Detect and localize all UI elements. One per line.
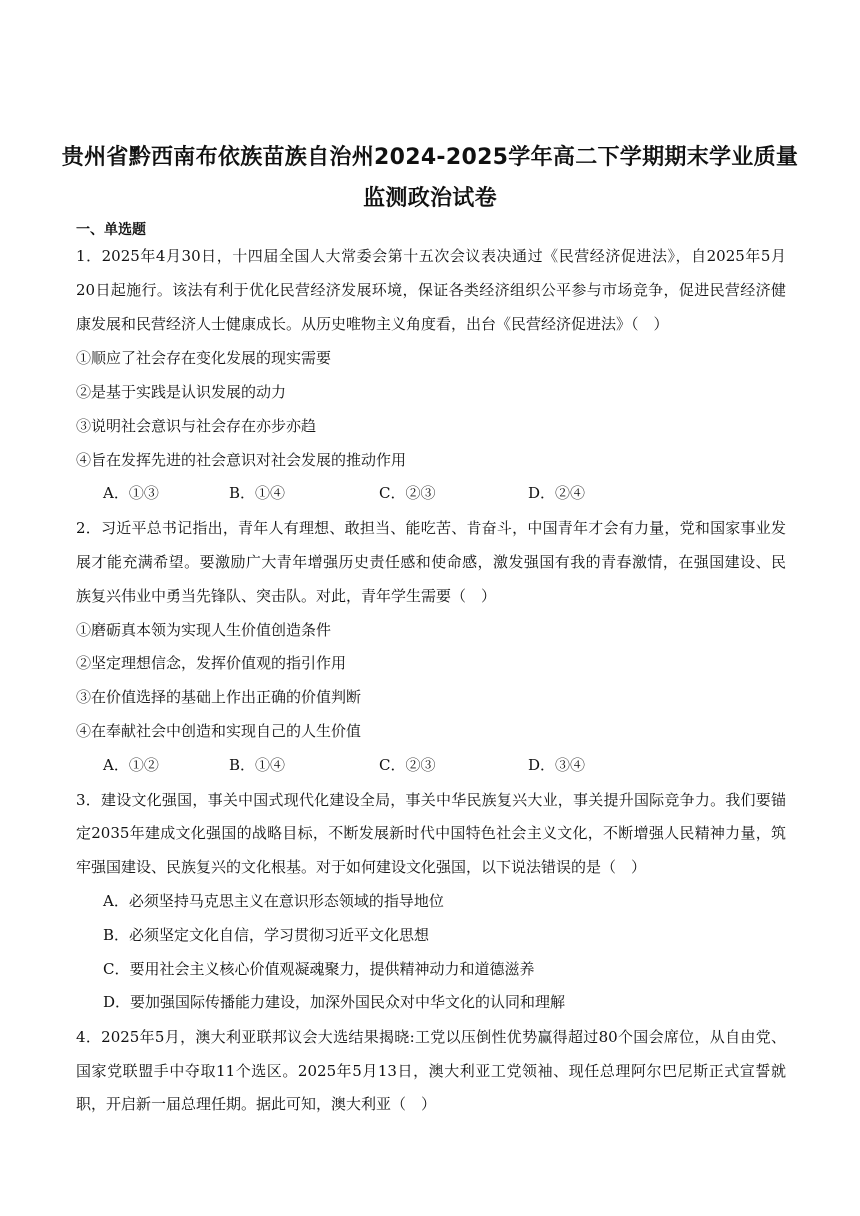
q3-option-a: A．必须坚持马克思主义在意识形态领域的指导地位 <box>103 892 444 910</box>
q2-option-a: A．①② <box>103 756 159 774</box>
q4-stem-line: 4．2025年5月，澳大利亚联邦议会大选结果揭晓:工党以压倒性优势赢得超过80个国会席位，从自由党、 <box>76 1028 786 1046</box>
q3-option-b: B．必须坚定文化自信，学习贯彻习近平文化思想 <box>103 926 430 944</box>
q2-statement: ①磨砺真本领为实现人生价值创造条件 <box>76 621 332 639</box>
q1-option-a: A．①③ <box>103 484 159 502</box>
q2-statement: ③在价值选择的基础上作出正确的价值判断 <box>76 688 362 706</box>
q1-statement: ③说明社会意识与社会存在亦步亦趋 <box>76 417 317 435</box>
q3-stem-line: 定2035年建成文化强国的战略目标，不断发展新时代中国特色社会主义文化，不断增强人民精神力量，筑 <box>76 824 786 842</box>
q2-option-b: B．①④ <box>229 756 286 774</box>
q2-stem-line: 族复兴伟业中勇当先锋队、突击队。对此，青年学生需要（ ） <box>76 587 497 605</box>
q2-stem-line: 2．习近平总书记指出，青年人有理想、敢担当、能吃苦、肯奋斗，中国青年才会有力量，党和国家事业发 <box>76 519 786 537</box>
q3-stem-line: 牢强国建设、民族复兴的文化根基。对于如何建设文化强国，以下说法错误的是（ ） <box>76 858 647 876</box>
q2-stem-line: 展才能充满希望。要激励广大青年增强历史责任感和使命感，激发强国有我的青春激情，在强国建设、民 <box>76 553 786 571</box>
q1-statement: ①顺应了社会存在变化发展的现实需要 <box>76 349 332 367</box>
q1-statement: ④旨在发挥先进的社会意识对社会发展的推动作用 <box>76 451 407 469</box>
q2-statement: ②坚定理想信念，发挥价值观的指引作用 <box>76 654 347 672</box>
q4-stem-line: 职，开启新一届总理任期。据此可知，澳大利亚（ ） <box>76 1095 437 1113</box>
q1-option-d: D．②④ <box>528 484 586 502</box>
q3-option-d: D．要加强国际传播能力建设，加深外国民众对中华文化的认同和理解 <box>103 993 566 1011</box>
exam-title-line1: 贵州省黔西南布依族苗族自治州2024-2025学年高二下学期期末学业质量 <box>61 145 799 170</box>
section-heading: 一、单选题 <box>76 222 146 238</box>
q1-option-b: B．①④ <box>229 484 286 502</box>
q2-option-c: C．②③ <box>379 756 436 774</box>
q1-stem-line: 20日起施行。该法有利于优化民营经济发展环境，保证各类经济组织公平参与市场竞争，促进民营经济健 <box>76 281 786 299</box>
q2-statement: ④在奉献社会中创造和实现自己的人生价值 <box>76 722 362 740</box>
exam-title-line2: 监测政治试卷 <box>363 186 497 211</box>
q3-stem-line: 3．建设文化强国，事关中国式现代化建设全局，事关中华民族复兴大业，事关提升国际竞争力。我们要锚 <box>76 791 786 809</box>
q1-statement: ②是基于实践是认识发展的动力 <box>76 383 287 401</box>
q1-stem-line: 1．2025年4月30日，十四届全国人大常委会第十五次会议表决通过《民营经济促进法》，自2025年5月 <box>76 247 786 265</box>
q3-option-c: C．要用社会主义核心价值观凝魂聚力，提供精神动力和道德滋养 <box>103 960 535 978</box>
q2-option-d: D．③④ <box>528 756 586 774</box>
q1-option-c: C．②③ <box>379 484 436 502</box>
q1-stem-line: 康发展和民营经济人士健康成长。从历史唯物主义角度看，出台《民营经济促进法》（ ） <box>76 315 669 333</box>
q4-stem-line: 国家党联盟手中夺取11个选区。2025年5月13日，澳大利亚工党领袖、现任总理阿尔巴尼斯正式宣誓就 <box>76 1062 786 1080</box>
